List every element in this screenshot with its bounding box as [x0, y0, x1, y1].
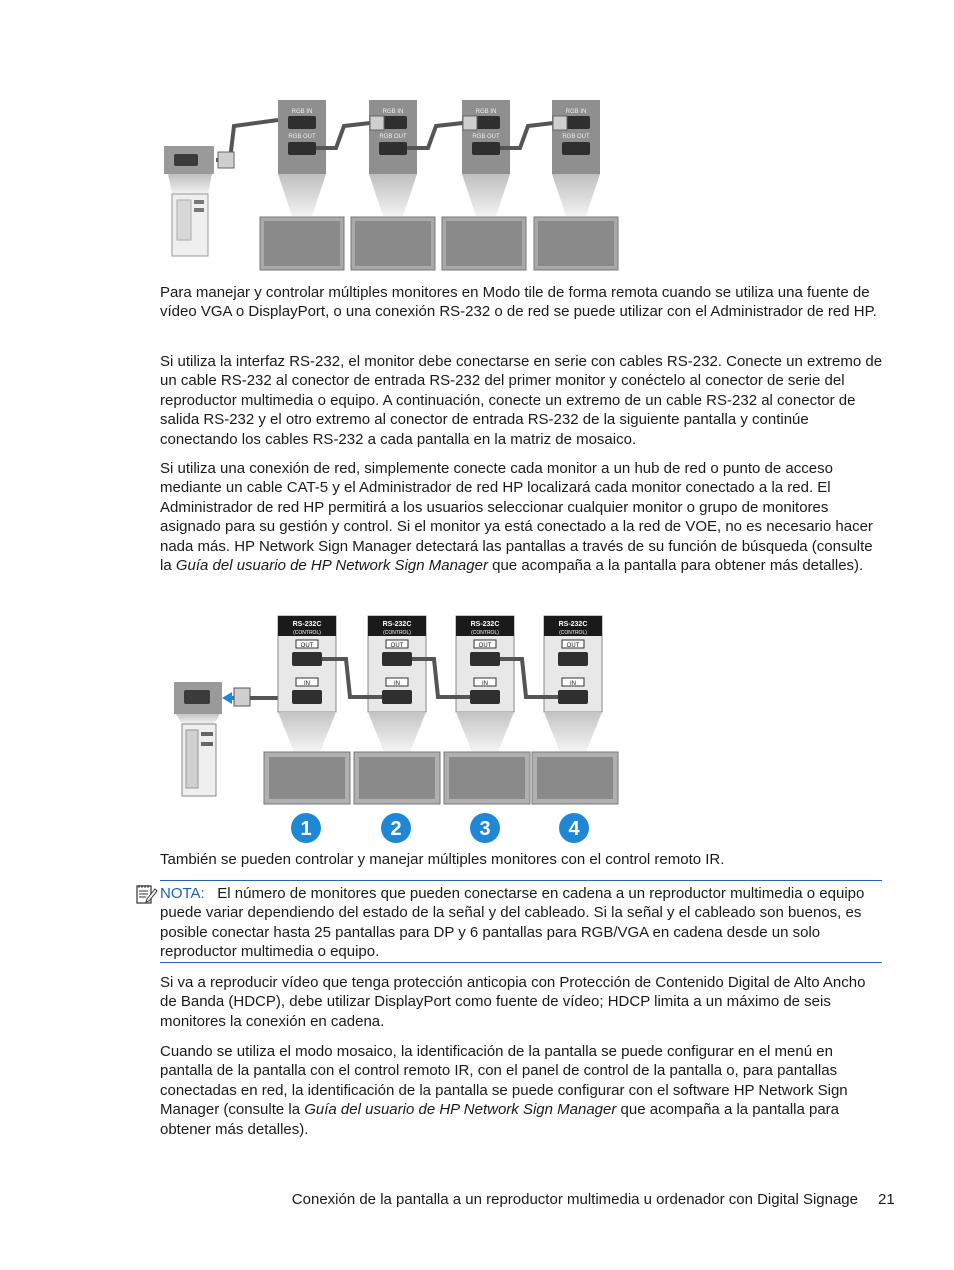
note-pencil-icon [134, 882, 158, 906]
rgb-in-label: RGB IN [382, 109, 404, 115]
svg-text:OUT: OUT [390, 643, 404, 649]
note-top-rule [160, 880, 882, 881]
rgb-in-label: RGB IN [291, 109, 313, 115]
svg-text:IN: IN [570, 681, 576, 687]
vga-monitor-1 [260, 100, 344, 270]
svg-text:RS-232C: RS-232C [558, 621, 588, 628]
svg-text:(CONTROL): (CONTROL) [559, 630, 587, 636]
svg-text:OUT: OUT [300, 643, 314, 649]
rs232-daisy-chain-figure [170, 612, 620, 848]
network-text-start: Si utiliza una conexión de red, simplemente conecte cada monitor a un hub de red o punto de acceso mediante un cable CAT-5 y el Administrador de red HP localizará cada monitor conectado a la red. El Administrador de red HP permitirá a los usuarios seleccionar cualquier monitor o grupo de monitores asignado para su gestión y control. Si el monitor ya está conectado a la red de VOE, no es necesario hacer nada más. HP Network Sign Manager detectará las pantallas a través de su función de búsqueda (consulte la [160, 460, 873, 575]
guide-title-italic: Guía del usuario de HP Network Sign Manager [304, 1101, 617, 1119]
rgb-out-label: RGB OUT [472, 134, 500, 140]
svg-text:RS-232C: RS-232C [292, 621, 322, 628]
paragraph-ir-remote: También se pueden controlar y manejar múltiples monitores con el control remoto IR. [160, 851, 725, 868]
svg-text:RS-232C: RS-232C [470, 621, 500, 628]
rs232-panel-2 [354, 616, 440, 804]
rgb-out-label: RGB OUT [288, 134, 316, 140]
svg-text:(CONTROL): (CONTROL) [383, 630, 411, 636]
svg-text:IN: IN [304, 681, 310, 687]
note-text: El número de monitores que pueden conectarse en cadena a un reproductor multimedia o equipo puede variar dependiendo del estado de la señal y del cableado. Si la señal y el cableado son buenos, es posible conectar hasta 25 pantallas para DP y 6 pantallas para RGB/VGA en cadena desde un solo reproductor multimedia o equipo. [160, 885, 865, 961]
rgb-in-label: RGB IN [475, 109, 497, 115]
svg-text:RS-232C: RS-232C [382, 621, 412, 628]
svg-text:OUT: OUT [478, 643, 492, 649]
paragraph-network [160, 459, 884, 575]
source-pc [174, 682, 222, 796]
note-bottom-rule [160, 962, 882, 963]
paragraph-intro: Para manejar y controlar múltiples monitores en Modo tile de forma remota cuando se utiliza una fuente de vídeo VGA o DisplayPort, o una conexión RS-232 o de red se puede utilizar con el Administrador de red HP. [160, 284, 877, 321]
rgb-in-label: RGB IN [565, 109, 587, 115]
note-paragraph [160, 884, 882, 962]
svg-text:1: 1 [300, 818, 312, 840]
tile-text-start: Cuando se utiliza el modo mosaico, la identificación de la pantalla se puede configurar en el menú en pantalla de la pantalla con el control remoto IR, con el panel de control de la pantalla o, para pantallas conectadas en red, la identificación de la pantalla se puede configurar con el software HP Network Sign Manager (consulte la [160, 1043, 848, 1119]
tile-text-end: que acompaña a la pantalla para obtener más detalles). [160, 1101, 840, 1138]
monitor-number-badges [291, 813, 589, 843]
svg-text:4: 4 [568, 818, 580, 840]
network-text-end: que acompaña a la pantalla para obtener más detalles). [487, 557, 864, 575]
svg-text:3: 3 [479, 818, 491, 840]
paragraph-hdcp: Si va a reproducir vídeo que tenga protección anticopia con Protección de Contenido Digital de Alto Ancho de Banda (HDCP), debe utilizar DisplayPort como fuente de vídeo; HDCP limita a un máximo de seis monitores la conexión en cadena. [160, 974, 866, 1030]
rs232-panel-4 [532, 616, 618, 804]
source-pc [164, 146, 214, 256]
paragraph-rs232: Si utiliza la interfaz RS-232, el monitor debe conectarse en serie con cables RS-232. Conecte un extremo de un cable RS-232 al conector de entrada RS-232 del primer monitor y conéctelo al conector de serie del reproductor multimedia o equipo. A continuación, conecte un extremo de un cable RS-232 al conector de salida RS-232 y el otro extremo al conector de entrada RS-232 de la siguiente pantalla y continúe conectando los cables RS-232 a cada pantalla en la matriz de mosaico. [160, 353, 883, 448]
vga-daisy-chain-figure [160, 96, 624, 274]
guide-title-italic: Guía del usuario de HP Network Sign Manager [175, 557, 488, 575]
rgb-out-label: RGB OUT [379, 134, 407, 140]
footer-chapter-title: Conexión de la pantalla a un reproductor multimedia u ordenador con Digital Signage [291, 1191, 858, 1208]
svg-text:OUT: OUT [566, 643, 580, 649]
note-label: NOTA: [160, 885, 205, 902]
svg-text:(CONTROL): (CONTROL) [471, 630, 499, 636]
svg-text:2: 2 [390, 818, 402, 840]
rs232-panel-1 [264, 616, 350, 804]
svg-text:IN: IN [394, 681, 400, 687]
paragraph-tile-mode [160, 1042, 884, 1139]
page-number: 21 [878, 1191, 895, 1208]
rs232-panel-3 [444, 616, 530, 804]
svg-text:IN: IN [482, 681, 488, 687]
rgb-out-label: RGB OUT [562, 134, 590, 140]
svg-text:(CONTROL): (CONTROL) [293, 630, 321, 636]
